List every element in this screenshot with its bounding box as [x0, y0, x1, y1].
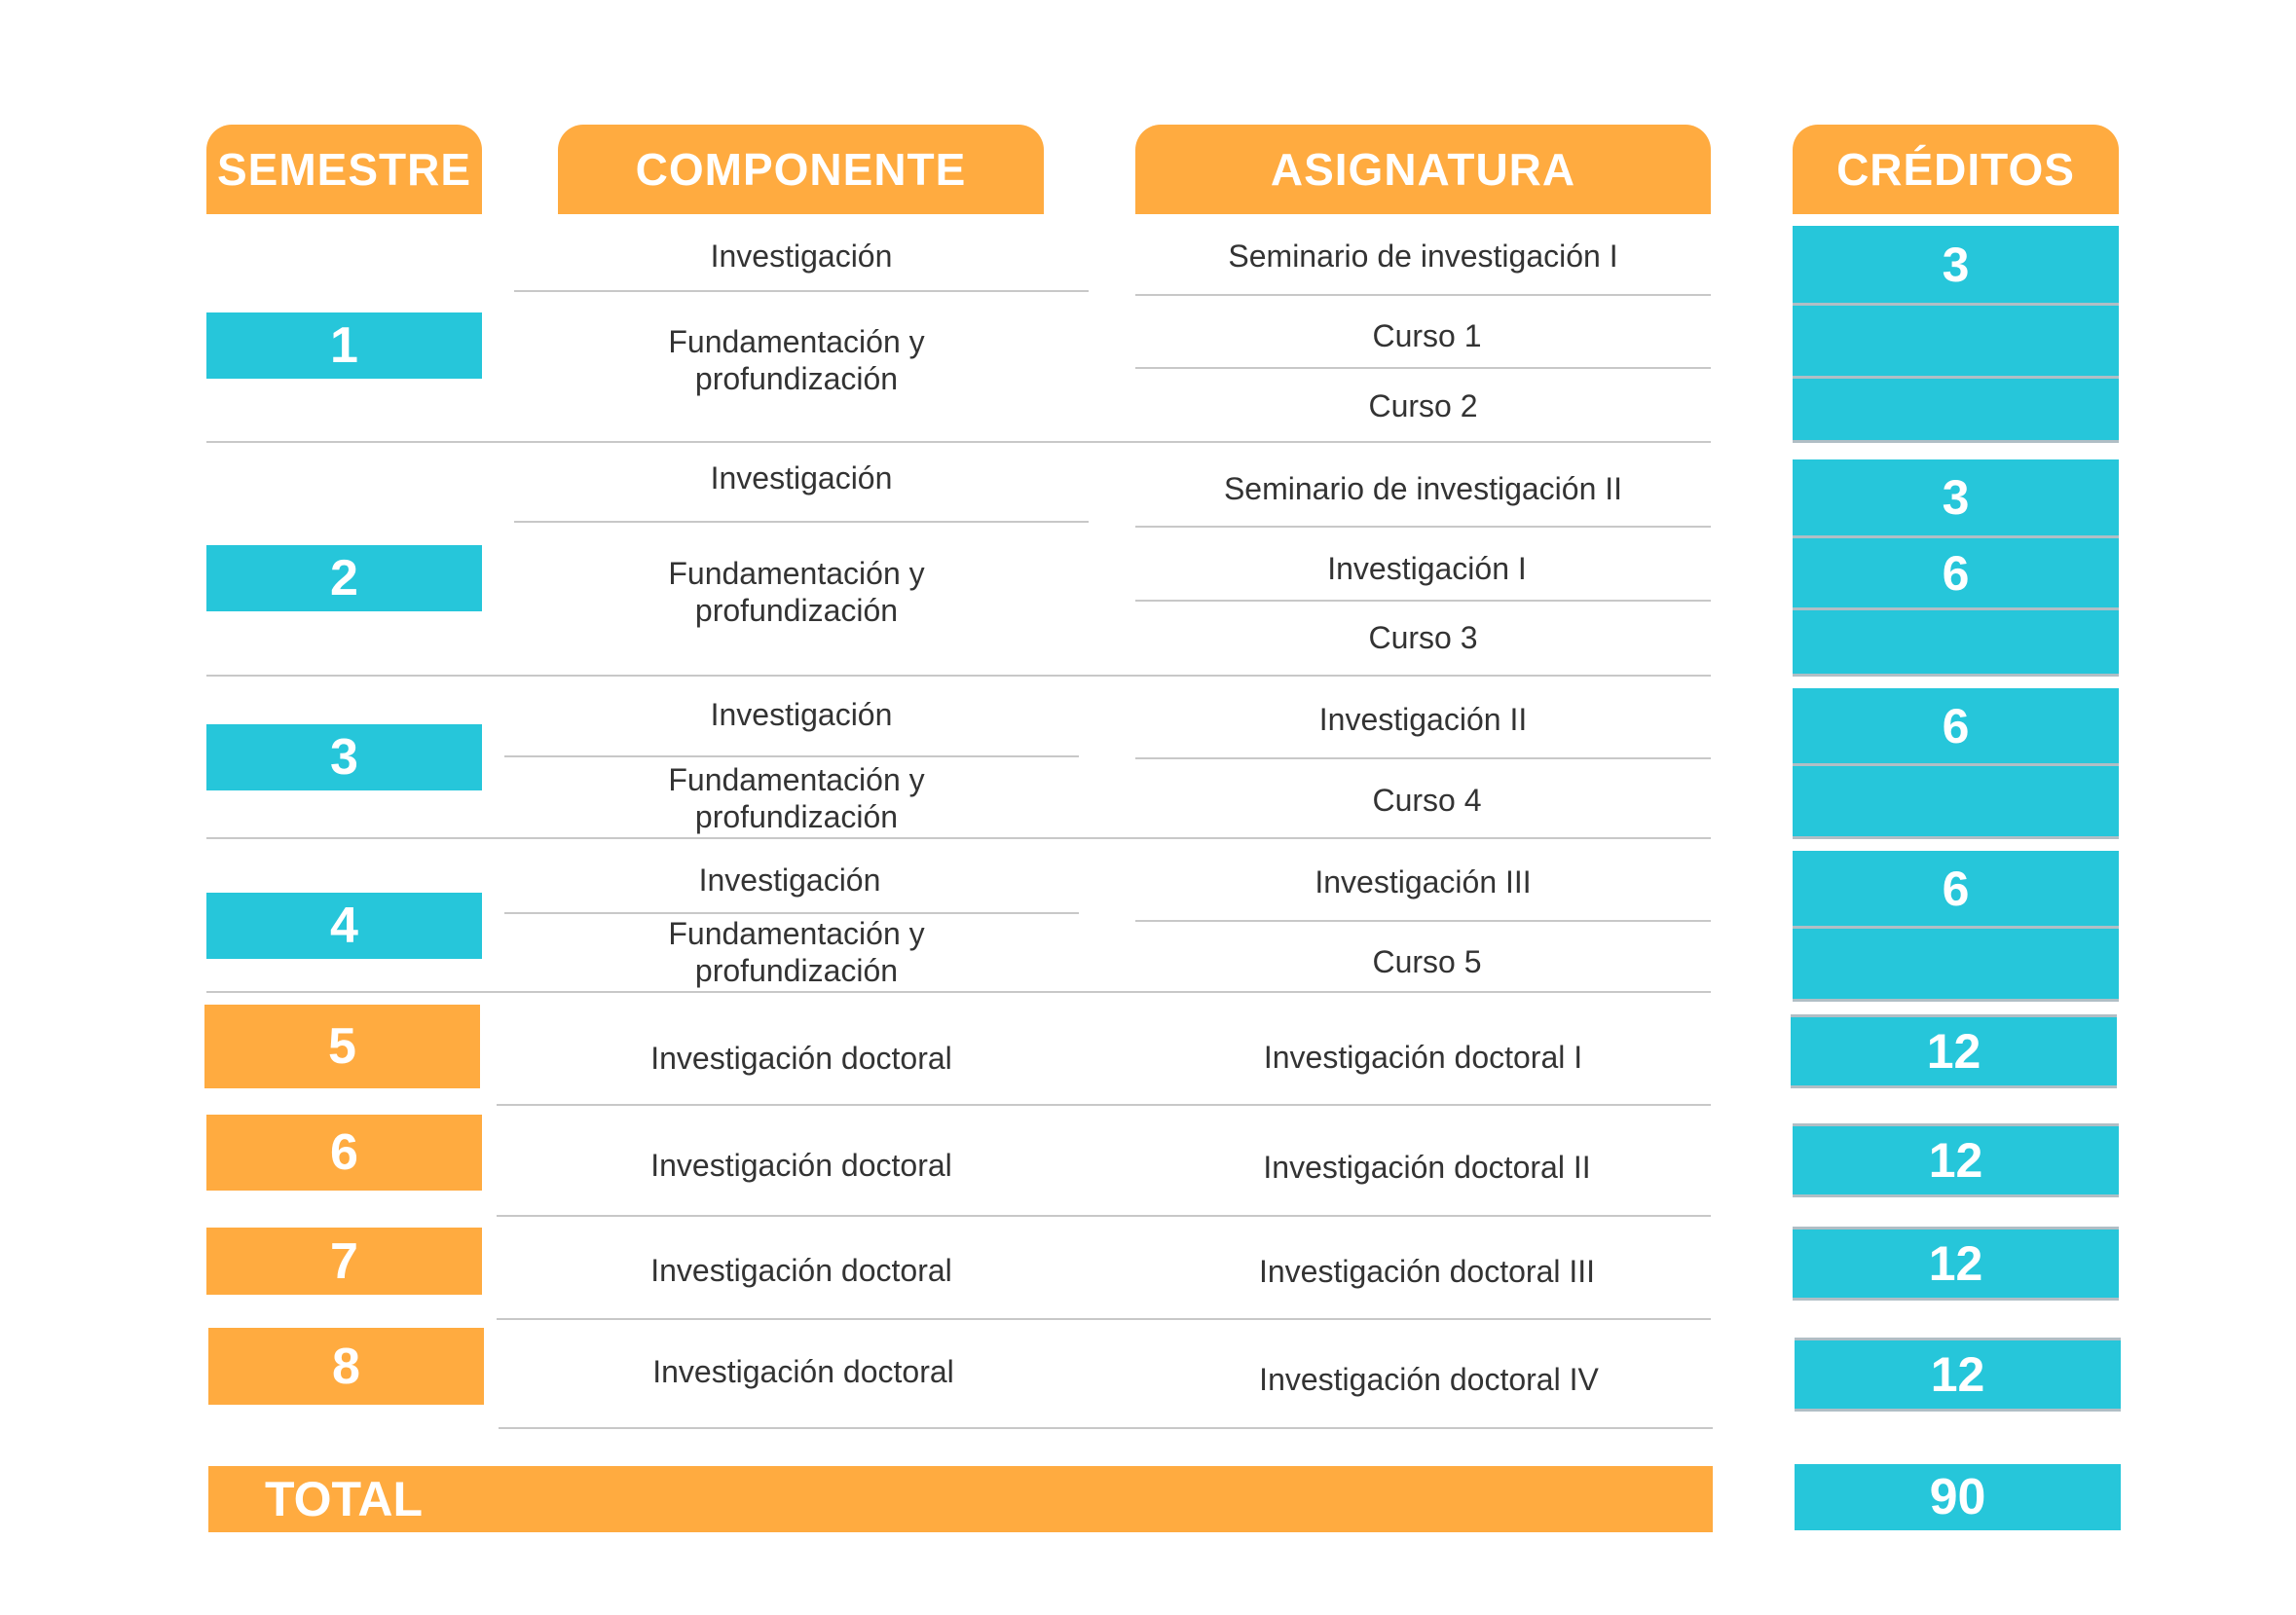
componente-cell: Investigación: [710, 697, 893, 732]
componente-divider: [497, 1318, 1711, 1320]
componente-line: profundización: [694, 361, 899, 396]
credit-cell: [1793, 929, 2119, 1002]
asignatura-divider: [1135, 757, 1711, 759]
credit-cell: [1793, 610, 2119, 677]
componente-cell: Investigación: [710, 460, 893, 496]
semester-label-8: 8: [208, 1328, 484, 1405]
componente-line: Fundamentación y: [668, 762, 925, 797]
asignatura-cell: Investigación doctoral II: [1263, 1150, 1591, 1185]
componente-cell: Investigación doctoral: [652, 1354, 954, 1389]
asignatura-divider: [1135, 600, 1711, 602]
asignatura-divider: [1135, 526, 1711, 528]
componente-divider: [497, 1215, 1711, 1217]
asignatura-cell: Investigación doctoral I: [1263, 1040, 1583, 1075]
componente-line: profundización: [694, 799, 899, 834]
componente-cell: Investigación: [710, 239, 893, 274]
credit-cell: 3: [1793, 226, 2119, 306]
semester-divider: [206, 441, 1711, 443]
componente-line: Fundamentación y: [668, 916, 925, 951]
componente-divider: [497, 1104, 1711, 1106]
semester-divider: [206, 837, 1711, 839]
componente-divider: [514, 521, 1089, 523]
credit-cell: [1793, 306, 2119, 379]
semester-label-1: 1: [206, 312, 482, 379]
credit-cell: 12: [1793, 1123, 2119, 1197]
semester-label-5: 5: [204, 1005, 480, 1088]
credit-cell: [1793, 379, 2119, 443]
componente-line: profundización: [694, 593, 899, 628]
credit-cell: 12: [1795, 1338, 2121, 1412]
asignatura-cell: Curso 2: [1368, 388, 1478, 423]
credit-cell: 12: [1793, 1227, 2119, 1301]
componente-cell: Investigación doctoral: [650, 1041, 952, 1076]
credit-cell: 12: [1791, 1014, 2117, 1088]
componente-line: profundización: [694, 953, 899, 988]
semester-label-3: 3: [206, 724, 482, 790]
semester-label-4: 4: [206, 893, 482, 959]
asignatura-cell: Curso 1: [1372, 318, 1482, 353]
semester-divider: [206, 675, 1711, 677]
header-creditos: CRÉDITOS: [1793, 125, 2119, 214]
componente-cell: Investigación: [698, 863, 881, 898]
semester-divider: [206, 991, 1711, 993]
asignatura-cell: Investigación doctoral III: [1258, 1254, 1596, 1289]
total-label: TOTAL: [208, 1466, 1713, 1532]
asignatura-cell: Curso 3: [1368, 620, 1478, 655]
asignatura-cell: Curso 4: [1372, 783, 1482, 818]
asignatura-cell: Seminario de investigación I: [1228, 239, 1618, 274]
asignatura-cell: Curso 5: [1372, 944, 1482, 979]
header-asignatura: ASIGNATURA: [1135, 125, 1711, 214]
componente-line: Fundamentación y: [668, 324, 925, 359]
asignatura-divider: [1135, 920, 1711, 922]
componente-cell: [514, 323, 1079, 397]
asignatura-cell: Investigación II: [1318, 702, 1528, 737]
semester-label-6: 6: [206, 1115, 482, 1191]
componente-divider: [514, 290, 1089, 292]
asignatura-cell: Investigación III: [1315, 864, 1532, 899]
componente-divider: [504, 755, 1079, 757]
componente-divider: [504, 912, 1079, 914]
credit-cell: 6: [1793, 538, 2119, 610]
total-value: 90: [1795, 1464, 2121, 1530]
componente-cell: [514, 761, 1079, 835]
asignatura-divider: [1135, 294, 1711, 296]
asignatura-cell: Investigación I: [1327, 551, 1527, 586]
asignatura-cell: Investigación doctoral IV: [1259, 1362, 1599, 1397]
semester-label-7: 7: [206, 1228, 482, 1295]
asignatura-divider: [1135, 367, 1711, 369]
componente-line: Fundamentación y: [668, 556, 925, 591]
header-semestre: SEMESTRE: [206, 125, 482, 214]
credit-cell: 6: [1793, 688, 2119, 766]
header-componente: COMPONENTE: [558, 125, 1044, 214]
componente-divider: [499, 1427, 1713, 1429]
credit-cell: [1793, 766, 2119, 839]
componente-cell: Investigación doctoral: [650, 1148, 952, 1183]
componente-cell: Investigación doctoral: [650, 1253, 952, 1288]
credit-cell: 3: [1793, 459, 2119, 538]
componente-cell: [514, 555, 1079, 629]
credit-cell: 6: [1793, 851, 2119, 929]
asignatura-cell: Seminario de investigación II: [1223, 471, 1623, 506]
componente-cell: [514, 915, 1079, 989]
semester-label-2: 2: [206, 545, 482, 611]
